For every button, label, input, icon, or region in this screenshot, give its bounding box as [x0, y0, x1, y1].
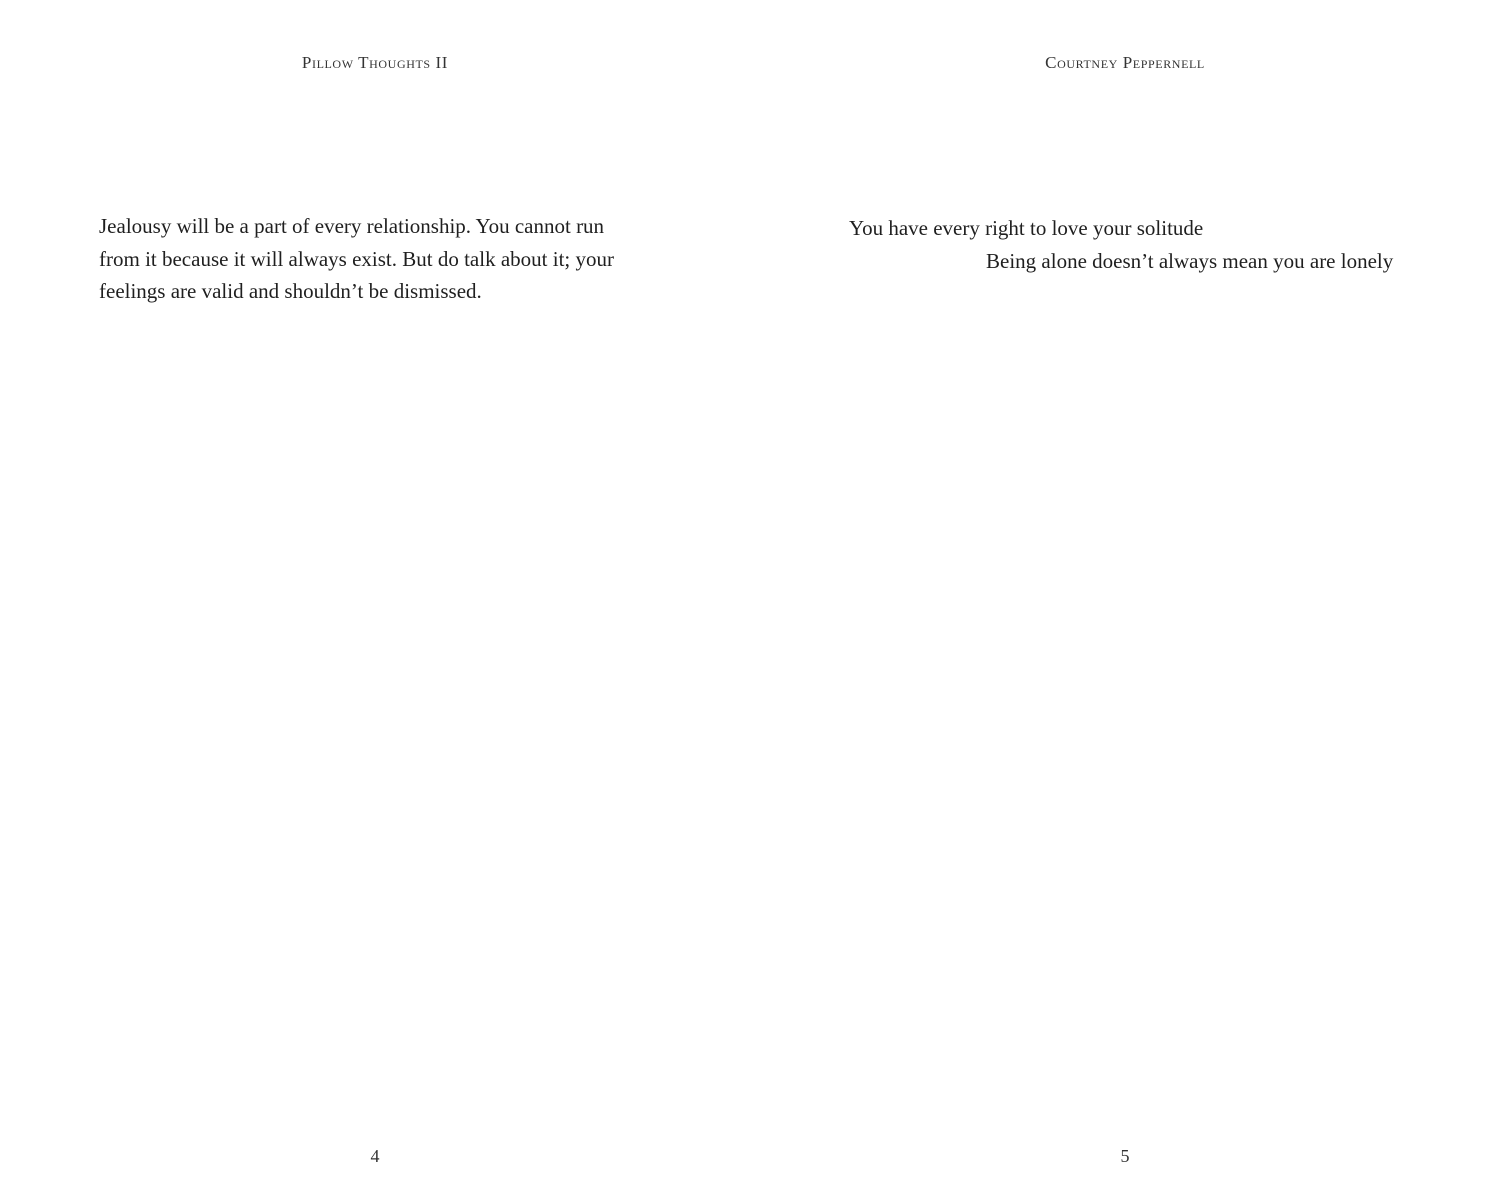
right-page [750, 0, 1500, 1200]
running-head-title: Pillow Thoughts II [301, 53, 449, 72]
running-head-author: Courtney Peppernell [1045, 53, 1205, 72]
body-paragraph: Jealousy will be a part of every relationship. You cannot run from it because it will always exist. But do talk about it; your feelings are valid and shouldn’t be dismissed. [99, 214, 614, 303]
poem-line: You have every right to love your solitude [849, 216, 1204, 240]
poem [849, 212, 1409, 278]
page-number-left: 4 [370, 1146, 380, 1166]
poem-line: Being alone doesn’t always mean you are lonely [986, 249, 1394, 273]
page-number-right: 5 [1120, 1146, 1130, 1166]
